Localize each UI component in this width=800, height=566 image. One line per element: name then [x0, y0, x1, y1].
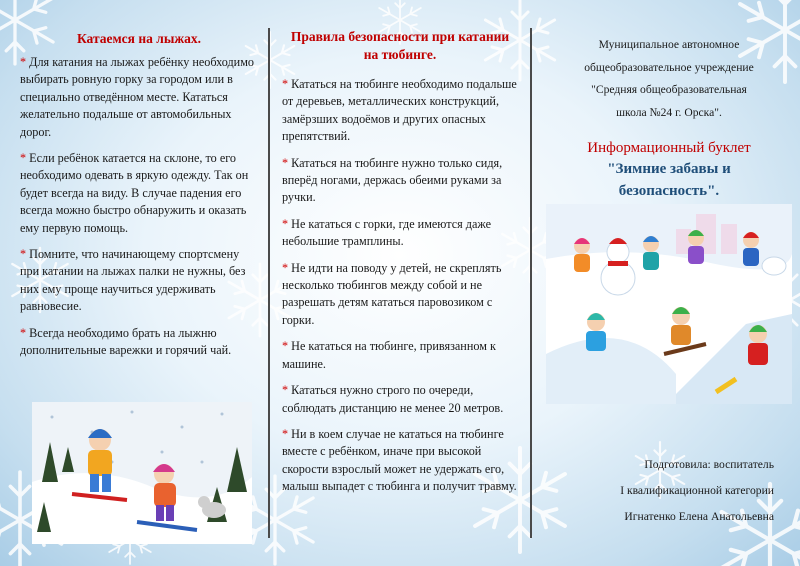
booklet-title: "Зимние забавы и безопасность". — [607, 161, 731, 199]
tubing-paragraph-6: * Кататься нужно строго по очереди, соблюдать дистанцию не менее 20 метров. — [282, 383, 504, 415]
organization-line-1: Муниципальное автономное — [598, 38, 740, 51]
tubing-paragraph-2: * Кататься на тюбинге нужно только сидя, вперёд ногами, держась обеими руками за ручки. — [282, 155, 503, 205]
star-bullet-icon: * — [282, 216, 289, 231]
organization-line-3: "Средняя общеобразовательная — [591, 83, 747, 96]
author-line-2: I квалификационной категории — [620, 484, 774, 497]
tubing-paragraph-4: * Не идти на поводу у детей, не скреплять несколько тюбингов между собой и не разрешать детям кататься паровозиком с горки. — [282, 260, 502, 327]
skiing-heading: Катаемся на лыжах. — [76, 31, 202, 46]
star-bullet-icon: * — [20, 247, 27, 262]
star-bullet-icon: * — [282, 77, 289, 91]
star-bullet-icon: * — [282, 426, 289, 441]
tubing-paragraph-1: * Кататься на тюбинге необходимо подальше от деревьев, металлических конструкций, замёрзших водоёмов и других опасных препятствий. — [282, 77, 517, 144]
organization-block — [545, 34, 793, 124]
column-divider-right — [530, 28, 532, 538]
star-bullet-icon: * — [282, 155, 289, 170]
skiing-paragraph-1: * Для катания на лыжах ребёнку необходимо выбирать ровную горку за городом или в специально отведённом месте. Кататься желательно подальше от автомобильных дорог. — [20, 55, 255, 139]
tubing-paragraph-3: * Не кататься с горки, где имеются даже небольшие трамплины. — [282, 216, 492, 249]
skiing-paragraph-2: * Если ребёнок катается на склоне, то его необходимо одевать в яркую одежду. Так он будет всегда на виду. В случае падения его всегда можно быстро обнаружить и оказать ему первую помощь. — [20, 151, 249, 235]
tubing-paragraph-5: * Не кататься на тюбинге, привязанном к машине. — [282, 339, 496, 371]
organization-line-4: школа №24 г. Орска". — [616, 105, 722, 119]
star-bullet-icon: * — [20, 55, 27, 69]
skiing-paragraph-4: * Всегда необходимо брать на лыжню дополнительные варежки и горячий чай. — [20, 325, 232, 358]
star-bullet-icon: * — [20, 325, 27, 340]
star-bullet-icon: * — [282, 339, 289, 354]
tubing-paragraph-7: * Ни в коем случае не кататься на тюбинге вместе с ребёнком, иначе при высокой скорости взрослый может не удержать его, малыш выпадет с тюбинга и получит травму. — [282, 426, 517, 494]
winter-fun-illustration — [546, 204, 792, 404]
column-divider-left — [268, 28, 270, 538]
author-line-1: Подготовила: воспитатель — [644, 458, 774, 471]
author-line-3: Игнатенко Елена Анатольевна — [624, 510, 774, 523]
tubing-heading: Правила безопасности при катании на тюбинге. — [290, 29, 510, 62]
star-bullet-icon: * — [20, 151, 27, 166]
skiing-children-illustration — [32, 402, 252, 544]
star-bullet-icon: * — [282, 383, 289, 398]
column-tubing — [282, 0, 518, 566]
skiing-paragraph-3: * Помните, что начинающему спортсмену при катании на лыжах палки не нужны, без них ему проще научиться удерживать равновесие. — [20, 247, 246, 314]
author-block — [560, 452, 774, 530]
booklet-label: Информационный буклет — [587, 140, 751, 156]
star-bullet-icon: * — [282, 260, 289, 275]
organization-line-2: общеобразовательное учреждение — [584, 60, 754, 74]
